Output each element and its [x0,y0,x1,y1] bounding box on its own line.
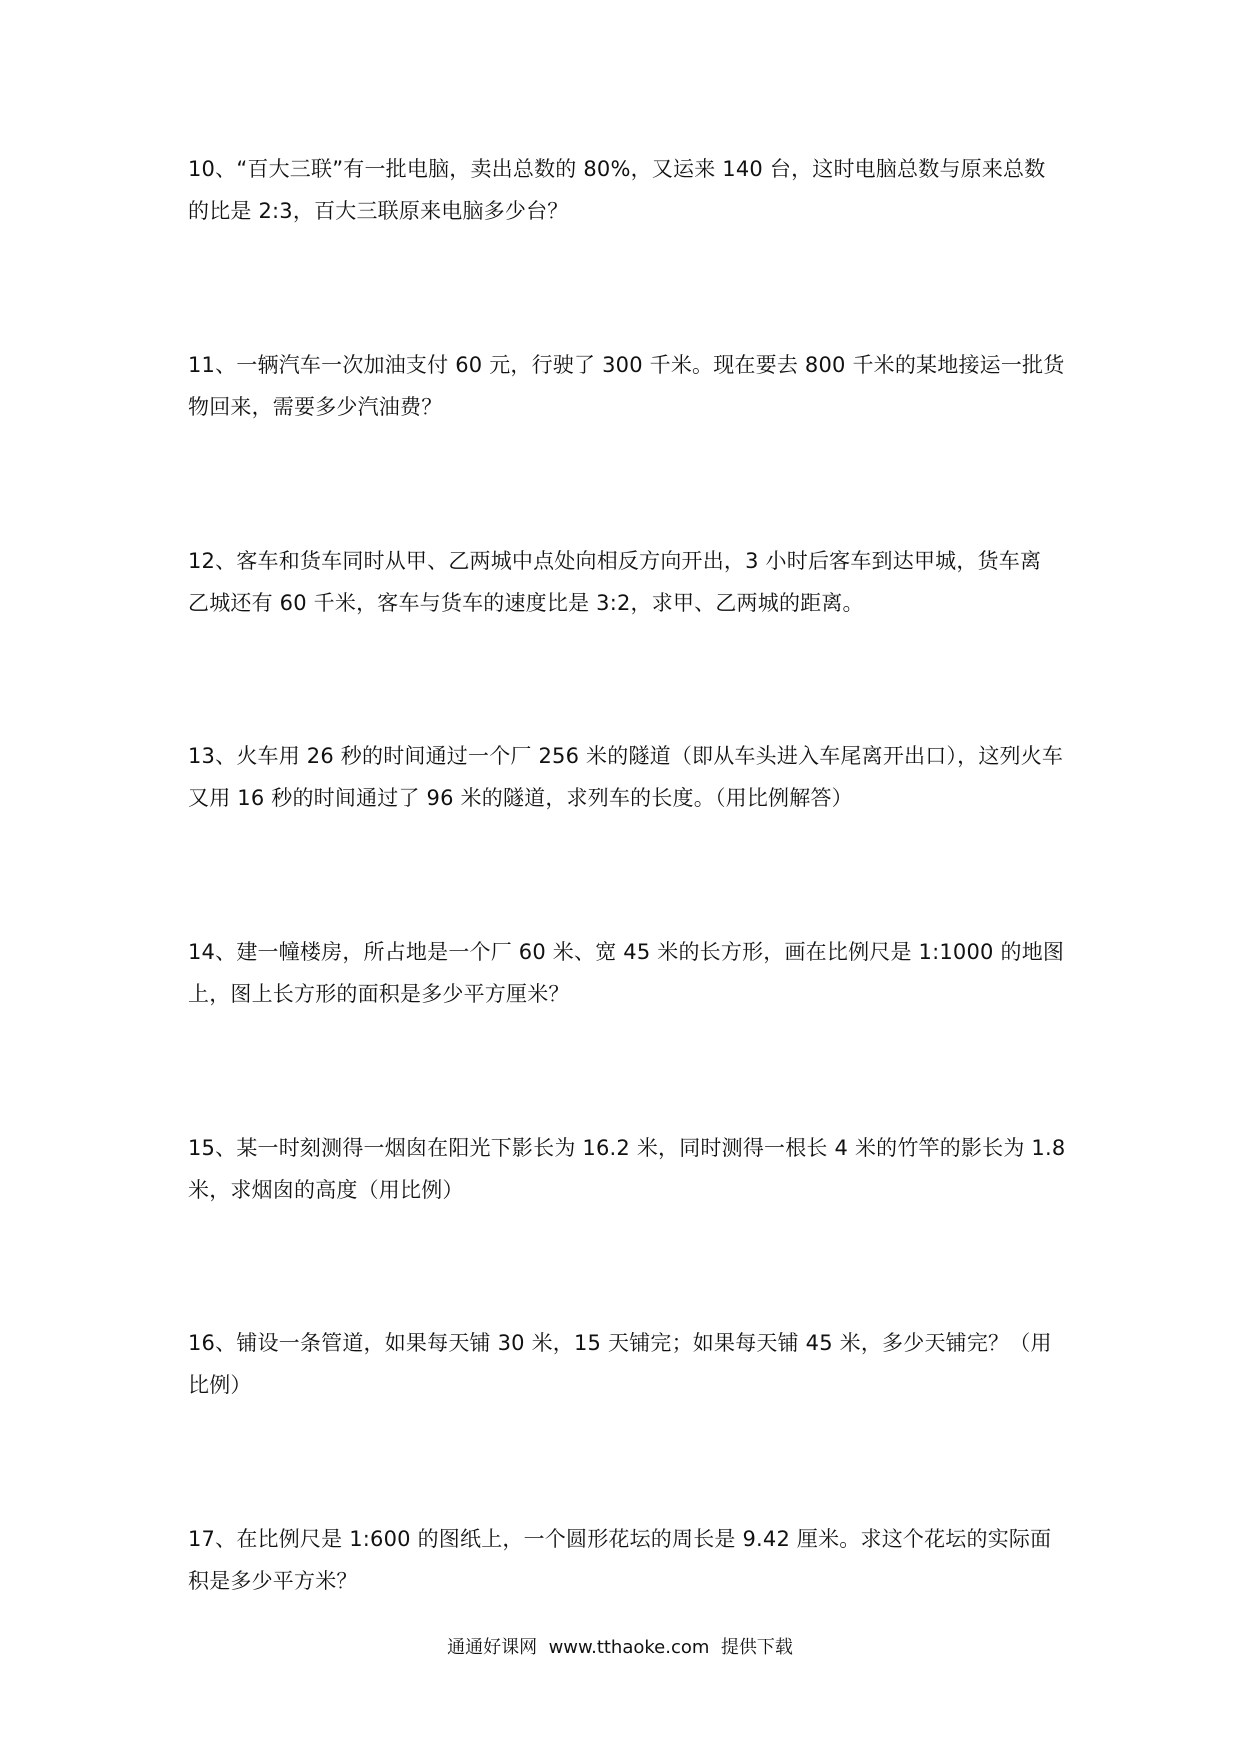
question-16-line-2: 比例） [188,1373,252,1397]
question-17 [188,1518,1068,1602]
footer-download-notice: 通通好课网 www.tthaoke.com 提供下载 [447,1637,793,1658]
question-14-line-2: 上，图上长方形的面积是多少平方厘米？ [188,982,570,1006]
question-15-line-2: 米，求烟囱的高度（用比例） [188,1178,464,1202]
question-15-line-1: 15、某一时刻测得一烟囱在阳光下影长为 16.2 米，同时测得一根长 4 米的竹竿的影长为 1.8 [188,1136,1066,1160]
question-12 [188,540,1068,624]
question-14 [188,931,1068,1015]
question-14-line-1: 14、建一幢楼房，所占地是一个厂 60 米、宽 45 米的长方形，画在比例尺是 1:1000 的地图 [188,940,1065,964]
question-12-line-1: 12、客车和货车同时从甲、乙两城中点处向相反方向开出，3 小时后客车到达甲城，货车离 [188,549,1042,573]
question-13-line-1: 13、火车用 26 秒的时间通过一个厂 256 米的隧道（即从车头进入车尾离开出口），这列火车 [188,744,1064,768]
question-15 [188,1127,1068,1211]
question-10-line-2: 的比是 2:3，百大三联原来电脑多少台？ [188,199,569,223]
question-10 [188,148,1068,232]
question-10-line-1: 10、“百大三联”有一批电脑，卖出总数的 80%，又运来 140 台，这时电脑总数与原来总数 [188,157,1046,181]
question-16-line-1: 16、铺设一条管道，如果每天铺 30 米，15 天铺完；如果每天铺 45 米，多少天铺完？（用 [188,1331,1052,1355]
question-11-line-1: 11、一辆汽车一次加油支付 60 元，行驶了 300 千米。现在要去 800 千米的某地接运一批货 [188,353,1065,377]
question-16 [188,1322,1068,1406]
question-13-line-2: 又用 16 秒的时间通过了 96 米的隧道，求列车的长度。（用比例解答） [188,786,853,810]
question-11 [188,344,1068,428]
question-13 [188,735,1068,819]
question-11-line-2: 物回来，需要多少汽油费？ [188,395,443,419]
question-17-line-1: 17、在比例尺是 1:600 的图纸上，一个圆形花坛的周长是 9.42 厘米。求这个花坛的实际面 [188,1527,1052,1551]
question-12-line-2: 乙城还有 60 千米，客车与货车的速度比是 3:2，求甲、乙两城的距离。 [188,591,864,615]
question-17-line-2: 积是多少平方米？ [188,1569,358,1593]
